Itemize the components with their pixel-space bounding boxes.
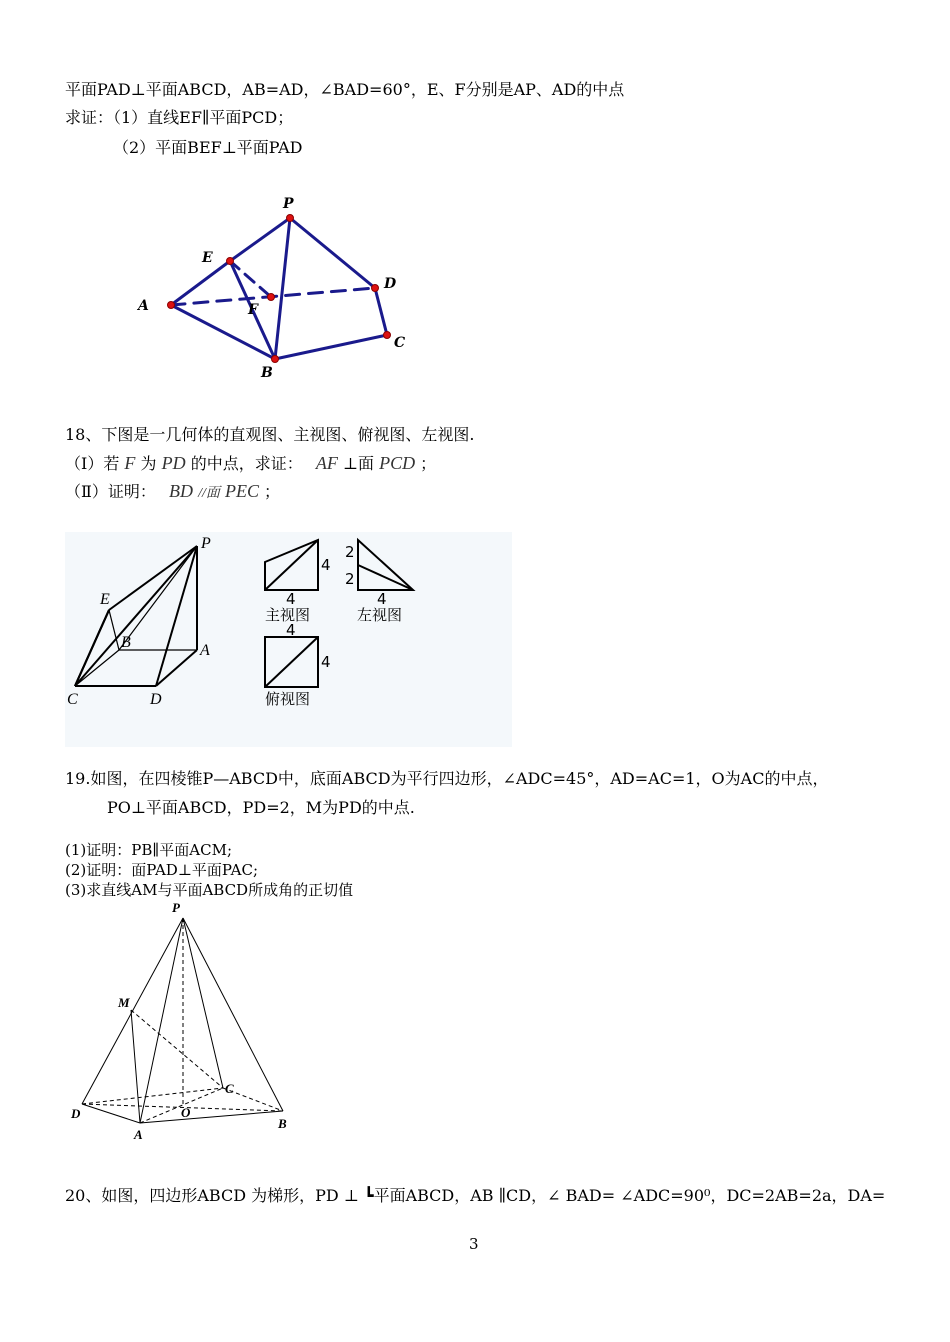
- q19-part2: (2)证明：面PAD⊥平面PAC;: [65, 861, 259, 879]
- q19-part1: (1)证明：PB∥平面ACM;: [65, 841, 233, 859]
- label-P: P: [283, 196, 294, 212]
- q19-label-P: P: [172, 900, 180, 915]
- label-C: C: [394, 335, 406, 351]
- page-number: 3: [469, 1235, 479, 1253]
- label-A: A: [138, 298, 149, 314]
- point-C: [384, 332, 391, 339]
- q18-part1-PCD: PCD: [379, 453, 416, 473]
- q18-label-P: P: [201, 535, 211, 552]
- top-view-width: 4: [286, 621, 296, 639]
- q18-label-A: A: [200, 642, 210, 659]
- q18-part1-a: （Ⅰ）若: [65, 454, 120, 473]
- point-P: [287, 215, 294, 222]
- q18-part1-F: F: [124, 453, 136, 473]
- q19-label-D: D: [71, 1106, 81, 1121]
- q18-label-D: D: [150, 691, 162, 708]
- top-view-caption: 俯视图: [265, 690, 311, 708]
- q17-pyramid-figure: [130, 190, 430, 385]
- label-B: B: [261, 365, 273, 381]
- q18-part2-BD: BD: [168, 481, 193, 501]
- q19-line2: PO⊥平面ABCD，PD=2，M为PD的中点.: [107, 798, 415, 817]
- point-F: [268, 294, 275, 301]
- q18-solid-figure: [65, 532, 512, 747]
- edge-AB: [171, 305, 275, 359]
- q19-label-C: C: [225, 1081, 234, 1096]
- q19-line1: 19.如图，在四棱锥P—ABCD中，底面ABCD为平行四边形，∠ADC=45°，AD=AC=1，O为AC的中点，: [65, 769, 829, 788]
- q19-part3: (3)求直线AM与平面ABCD所成角的正切值: [65, 881, 354, 899]
- edge-PD: [290, 218, 375, 288]
- label-F: F: [248, 302, 258, 318]
- q19-label-B: B: [278, 1116, 287, 1131]
- q18-part2-a: （Ⅱ）证明：: [65, 482, 156, 501]
- q18-title: 18、下图是一几何体的直观图、主视图、俯视图、左视图.: [65, 425, 475, 444]
- label-E: E: [202, 250, 213, 266]
- q18-part1-AF: AF: [315, 453, 338, 473]
- q18-label-E: E: [100, 591, 110, 608]
- q18-part1-e: ；: [420, 454, 437, 473]
- label-D: D: [384, 276, 397, 292]
- q18-part1-d: ⊥面: [342, 454, 374, 473]
- point-A: [168, 302, 175, 309]
- edge-CD: [375, 288, 387, 335]
- point-E: [227, 258, 234, 265]
- q18-part1-b: 为: [140, 454, 157, 473]
- point-B: [272, 356, 279, 363]
- q18-part2-b: //面: [198, 486, 220, 501]
- q19-label-O: O: [181, 1105, 191, 1120]
- q19-label-M: M: [118, 995, 130, 1010]
- left-view-top: 2: [345, 543, 355, 561]
- left-view-width: 4: [377, 590, 387, 608]
- front-view-width: 4: [286, 590, 296, 608]
- q18-part1-c: 的中点，求证：: [190, 454, 303, 473]
- front-view-height: 4: [321, 556, 331, 574]
- edge-EP: [230, 218, 290, 261]
- q19-label-A: A: [134, 1127, 143, 1140]
- q19-pyramid-figure: [65, 900, 315, 1140]
- q18-part2-PEC: PEC: [224, 481, 259, 501]
- q17-line1: 平面PAD⊥平面ABCD，AB=AD，∠BAD=60°，E、F分别是AP、AD的中点: [65, 80, 625, 99]
- edge-PB: [275, 218, 290, 359]
- left-view-caption: 左视图: [357, 606, 403, 624]
- front-view-caption: 主视图: [265, 606, 311, 624]
- q18-part1-PD: PD: [161, 453, 186, 473]
- top-view-height: 4: [321, 653, 331, 671]
- q20-line1: 20、如图，四边形ABCD 为梯形，PD ⊥ ┗平面ABCD，AB ∥CD，∠ BAD= ∠ADC=90⁰，DC=2AB=2a，DA=: [65, 1186, 886, 1205]
- q17-line2: 求证：（1）直线EF∥平面PCD；: [65, 108, 294, 127]
- left-view-bottom: 2: [345, 570, 355, 588]
- q18-part2: [65, 481, 280, 504]
- q18-part1: [65, 453, 436, 474]
- q18-label-C: C: [67, 691, 78, 708]
- q18-part2-c: ；: [264, 482, 281, 501]
- edge-EF-dashed: [230, 261, 271, 297]
- q18-label-B: B: [121, 634, 131, 651]
- edge-BC: [275, 335, 387, 359]
- point-D: [372, 285, 379, 292]
- q17-line3: （2）平面BEF⊥平面PAD: [113, 138, 303, 157]
- edge-AE: [171, 261, 230, 305]
